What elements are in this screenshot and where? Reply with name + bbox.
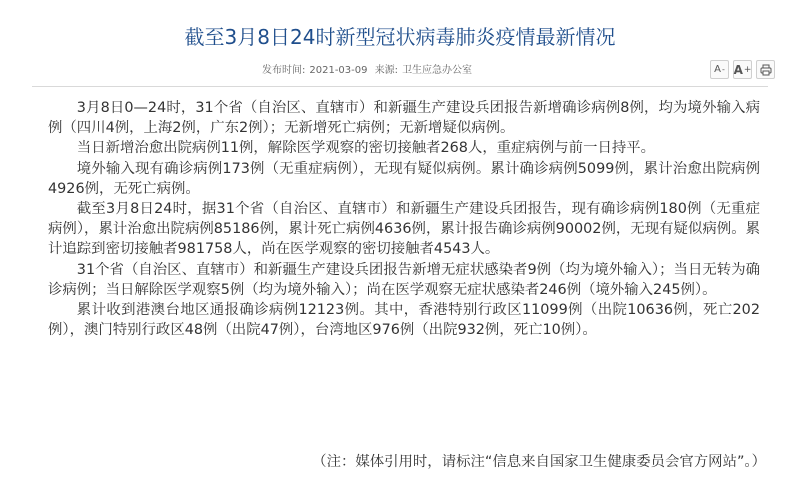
printer-icon: [760, 64, 772, 76]
source-name: 卫生应急办公室: [402, 65, 473, 76]
paragraph-2: 当日新增治愈出院病例11例，解除医学观察的密切接触者268人，重症病例与前一日持平。: [76, 140, 656, 157]
font-smaller-button[interactable]: [710, 60, 729, 79]
font-smaller-label: A: [714, 64, 721, 75]
article-title: 截至3月8日24时新型冠状病毒肺炎疫情最新情况: [184, 25, 616, 49]
publish-date: 2021-03-09: [309, 65, 368, 76]
paragraph-6: 累计收到港澳台地区通报确诊病例12123例。其中，香港特别行政区11099例（出院10636例，死亡202例），澳门特别行政区48例（出院47例），台湾地区976例（出院932例，死亡10例）。: [48, 302, 760, 339]
article-meta: [262, 64, 476, 78]
paragraph-1: 3月8日0—24时，31个省（自治区、直辖市）和新疆生产建设兵团报告新增确诊病例8例，均为境外输入病例（四川4例，上海2例，广东2例）；无新增死亡病例；无新增疑似病例。: [48, 100, 760, 137]
citation-note: （注：媒体引用时，请标注“信息来自国家卫生健康委员会官方网站”。）: [312, 454, 766, 470]
plus-icon: +: [743, 64, 752, 75]
font-larger-label: A: [733, 62, 743, 77]
print-button[interactable]: [756, 60, 775, 79]
paragraph-4: 截至3月8日24时，据31个省（自治区、直辖市）和新疆生产建设兵团报告，现有确诊病例180例（无重症病例），累计治愈出院病例85186例，累计死亡病例4636例，累计报告确诊病例90002例，无现有疑似病例。累计追踪到密切接触者981758人，尚在医学观察的密切接触者4543人。: [48, 201, 760, 258]
source-label: 来源:: [374, 65, 399, 76]
minus-icon: -: [721, 65, 725, 74]
article-body: [48, 98, 760, 340]
paragraph-3: 境外输入现有确诊病例173例（无重症病例），无现有疑似病例。累计确诊病例5099例，累计治愈出院病例4926例，无死亡病例。: [48, 160, 760, 197]
header-divider: [32, 86, 768, 87]
font-larger-button[interactable]: [733, 60, 752, 79]
article-tools: [710, 60, 775, 79]
paragraph-5: 31个省（自治区、直辖市）和新疆生产建设兵团报告新增无症状感染者9例（均为境外输入）；当日无转为确诊病例；当日解除医学观察5例（均为境外输入）；尚在医学观察无症状感染者246例（境外输入245例）。: [48, 261, 760, 298]
date-label: 发布时间:: [262, 65, 306, 76]
